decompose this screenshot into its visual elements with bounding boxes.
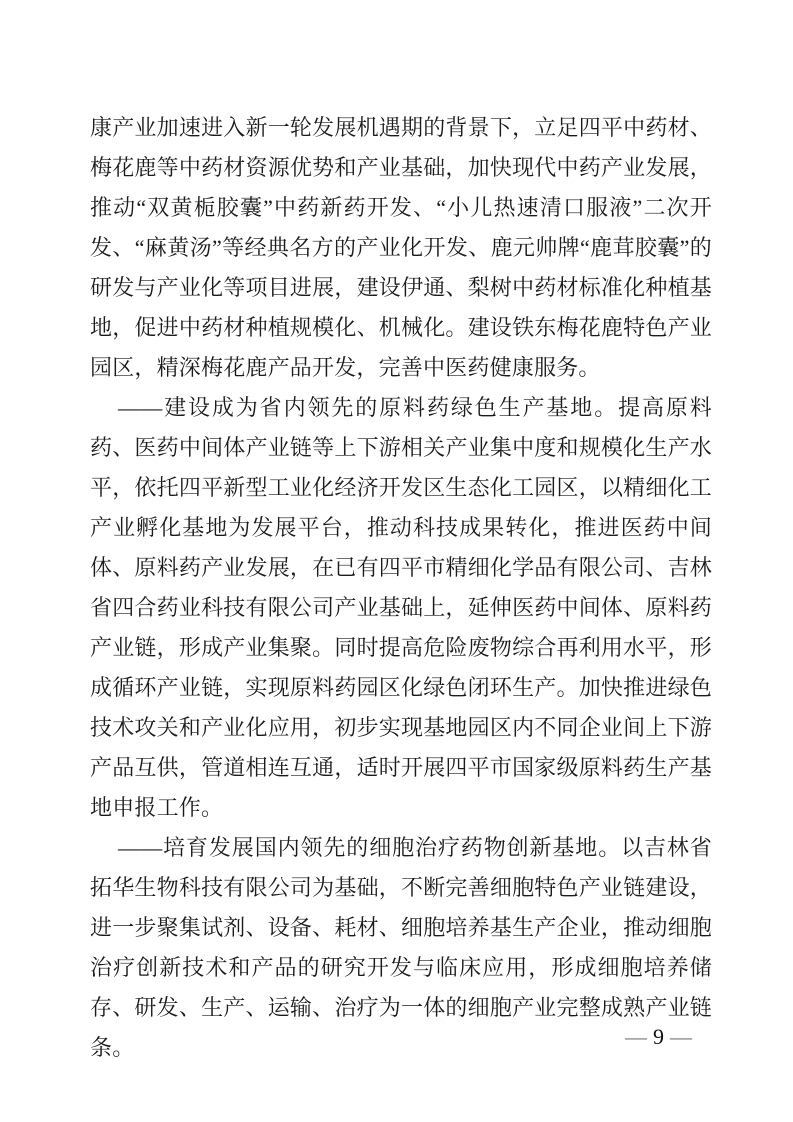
paragraph-raw-material-drug-base: ——建设成为省内领先的原料药绿色生产基地。提高原料药、医药中间体产业链等上下游相关产业集中度和规模化生产水平，依托四平新型工业化经济开发区生态化工园区，以精细化工产业孵化基地为发展平台，推动科技成果转化，推进医药中间体、原料药产业发展，在已有四平市精细化学品有限公司、吉林省四合药业科技有限公司产业基础上，延伸医药中间体、原料药产业链，形成产业集聚。同时提高危险废物综合再利用水平，形成循环产业链，实现原料药园区化绿色闭环生产。加快推进绿色技术攻关和产业化应用，初步实现基地园区内不同企业间上下游产品互供，管道相连互通，适时开展四平市国家级原料药生产基地申报工作。 xyxy=(90,395,712,820)
page-number xyxy=(619,1022,698,1052)
page-number-dash-left: — xyxy=(625,1024,647,1049)
page-number-value: 9 xyxy=(653,1024,664,1049)
document-body xyxy=(90,108,712,1068)
page-number-dash-right: — xyxy=(670,1024,692,1049)
paragraph-continuation-tcm-industry: 康产业加速进入新一轮发展机遇期的背景下，立足四平中药材、梅花鹿等中药材资源优势和产业基础，加快现代中药产业发展，推动“双黄栀胶囊”中药新药开发、“小儿热速清口服液”二次开发、“麻黄汤”等经典名方的产业化开发、鹿元帅牌“鹿茸胶囊”的研发与产业化等项目进展，建设伊通、梨树中药材标准化种植基地，促进中药材种植规模化、机械化。建设铁东梅花鹿特色产业园区，精深梅花鹿产品开发，完善中医药健康服务。 xyxy=(90,115,712,380)
paragraph-cell-therapy-base: ——培育发展国内领先的细胞治疗药物创新基地。以吉林省拓华生物科技有限公司为基础，不断完善细胞特色产业链建设，进一步聚集试剂、设备、耗材、细胞培养基生产企业，推动细胞治疗创新技术和产品的研究开发与临床应用，形成细胞培养储存、研发、生产、运输、治疗为一体的细胞产业完整成熟产业链条。 xyxy=(90,835,712,1060)
